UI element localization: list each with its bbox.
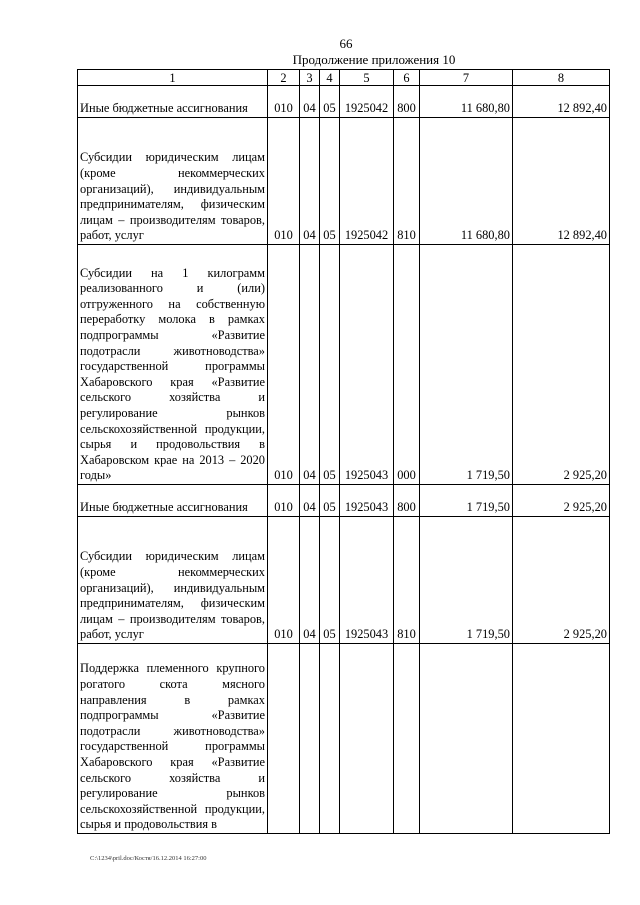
row-subsection-code: 05 bbox=[320, 517, 340, 644]
row-amount-2: 12 892,40 bbox=[513, 118, 610, 245]
row-expense-type: 810 bbox=[394, 517, 420, 644]
row-ministry-code: 010 bbox=[268, 485, 300, 517]
header-cell: 5 bbox=[340, 70, 394, 86]
row-amount-1: 1 719,50 bbox=[420, 485, 513, 517]
row-section-code bbox=[300, 644, 320, 834]
row-expense-type: 810 bbox=[394, 118, 420, 245]
page-number: 66 bbox=[339, 36, 353, 51]
row-target-code bbox=[340, 644, 394, 834]
row-name: Поддержка племенного крупного рогатого скота мясного направления в рамках подпрограммы «Развитие подотрасли животноводства» государственной программы Хабаровского края «Развитие сельского хозяйства и регулирование рынков сельскохозяйственной продукции, сырья и продовольствия в bbox=[78, 644, 268, 834]
header-cell: 8 bbox=[513, 70, 610, 86]
row-subsection-code: 05 bbox=[320, 245, 340, 485]
row-section-code: 04 bbox=[300, 245, 320, 485]
header-cell: 1 bbox=[78, 70, 268, 86]
row-subsection-code: 05 bbox=[320, 86, 340, 118]
row-subsection-code: 05 bbox=[320, 485, 340, 517]
row-amount-1: 11 680,80 bbox=[420, 86, 513, 118]
row-ministry-code: 010 bbox=[268, 245, 300, 485]
row-amount-1 bbox=[420, 644, 513, 834]
table-row bbox=[78, 644, 610, 834]
row-amount-2 bbox=[513, 644, 610, 834]
table-row bbox=[78, 485, 610, 517]
row-subsection-code: 05 bbox=[320, 118, 340, 245]
row-expense-type: 800 bbox=[394, 86, 420, 118]
table-row bbox=[78, 517, 610, 644]
budget-table bbox=[77, 69, 610, 834]
row-amount-1: 1 719,50 bbox=[420, 517, 513, 644]
row-amount-2: 2 925,20 bbox=[513, 245, 610, 485]
header-cell: 7 bbox=[420, 70, 513, 86]
row-target-code: 1925043 bbox=[340, 517, 394, 644]
row-section-code: 04 bbox=[300, 118, 320, 245]
row-ministry-code bbox=[268, 644, 300, 834]
row-amount-1: 1 719,50 bbox=[420, 245, 513, 485]
row-ministry-code: 010 bbox=[268, 86, 300, 118]
table-row bbox=[78, 245, 610, 485]
row-name: Субсидии юридическим лицам (кроме некоммерческих организаций), индивидуальным предпринимателям, физическим лицам – производителям товаров, работ, услуг bbox=[78, 517, 268, 644]
row-amount-2: 2 925,20 bbox=[513, 517, 610, 644]
row-section-code: 04 bbox=[300, 86, 320, 118]
row-expense-type: 800 bbox=[394, 485, 420, 517]
row-name: Иные бюджетные ассигнования bbox=[78, 86, 268, 118]
row-section-code: 04 bbox=[300, 485, 320, 517]
row-amount-2: 2 925,20 bbox=[513, 485, 610, 517]
header-cell: 4 bbox=[320, 70, 340, 86]
row-name: Субсидии юридическим лицам (кроме некоммерческих организаций), индивидуальным предпринимателям, физическим лицам – производителям товаров, работ, услуг bbox=[78, 118, 268, 245]
row-expense-type bbox=[394, 644, 420, 834]
header-cell: 6 bbox=[394, 70, 420, 86]
row-name: Иные бюджетные ассигнования bbox=[78, 485, 268, 517]
file-path-footer: C:\1234\pril.doc/Костя/16.12.2014 16:27:00 bbox=[90, 855, 207, 862]
header-row bbox=[78, 70, 610, 86]
row-section-code: 04 bbox=[300, 517, 320, 644]
row-expense-type: 000 bbox=[394, 245, 420, 485]
row-amount-2: 12 892,40 bbox=[513, 86, 610, 118]
row-subsection-code bbox=[320, 644, 340, 834]
row-ministry-code: 010 bbox=[268, 517, 300, 644]
row-amount-1: 11 680,80 bbox=[420, 118, 513, 245]
row-target-code: 1925042 bbox=[340, 118, 394, 245]
row-target-code: 1925042 bbox=[340, 86, 394, 118]
row-ministry-code: 010 bbox=[268, 118, 300, 245]
table-row bbox=[78, 118, 610, 245]
row-name: Субсидии на 1 килограмм реализованного и (или) отгруженного на собственную переработку молока в рамках подпрограммы «Развитие подотрасли животноводства» государственной программы Хабаровского края «Развитие сельского хозяйства и регулирование рынков сельскохозяйственной продукции, сырья и продовольствия в Хабаровском крае на 2013 – 2020 годы» bbox=[78, 245, 268, 485]
table-row bbox=[78, 86, 610, 118]
header-cell: 3 bbox=[300, 70, 320, 86]
row-target-code: 1925043 bbox=[340, 245, 394, 485]
row-target-code: 1925043 bbox=[340, 485, 394, 517]
continuation-title: Продолжение приложения 10 bbox=[292, 52, 456, 67]
header-cell: 2 bbox=[268, 70, 300, 86]
